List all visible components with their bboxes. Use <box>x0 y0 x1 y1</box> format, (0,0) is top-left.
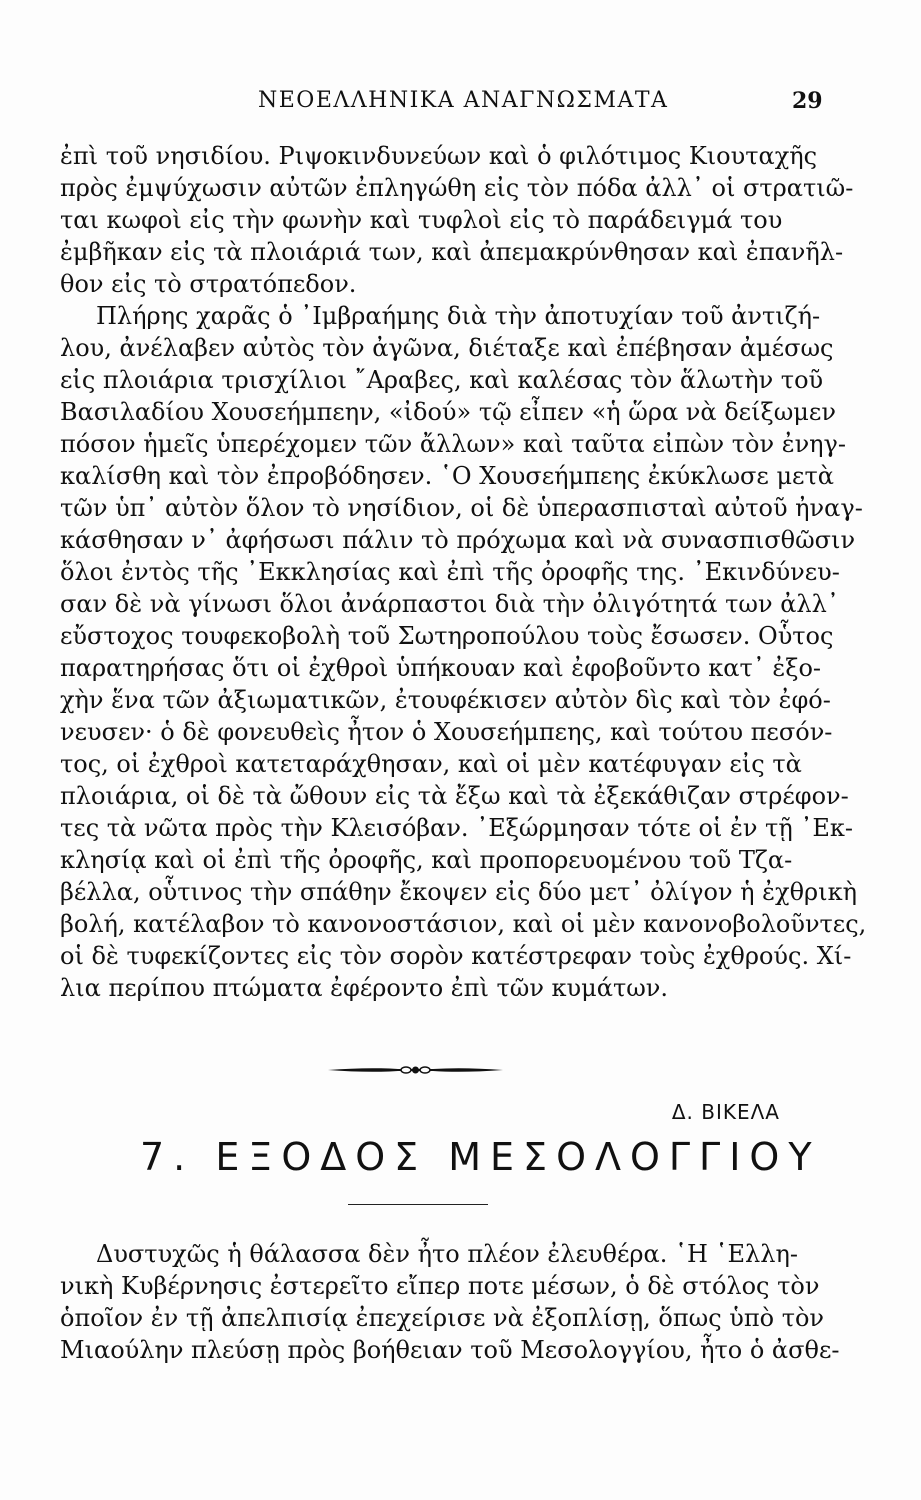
text-line: νευσεν· ὁ δὲ φονευθεὶς ἦτον ὁ Χουσεήμπεης, καὶ τούτου πεσόν- <box>60 718 833 746</box>
text-line: βέλλα, οὗτινος τὴν σπάθην ἔκοψεν εἰς δύο μετ᾽ ὀλίγον ἡ ἐχθρικὴ <box>60 878 857 906</box>
text-line: τος, οἱ ἐχθροὶ κατεταράχθησαν, καὶ οἱ μὲν κατέφυγαν εἰς τὰ <box>60 750 802 778</box>
author-signature: Δ. ΒΙΚΕΛΑ <box>671 1100 780 1124</box>
text-line: θον εἰς τὸ στρατόπεδον. <box>60 270 357 298</box>
text-line: πλοιάρια, οἱ δὲ τὰ ὤθουν εἰς τὰ ἔξω καὶ τὰ ἐξεκάθιζαν στρέφον- <box>60 782 849 810</box>
text-line: ἐμβῆκαν εἰς τὰ πλοιάριά των, καὶ ἀπεμακρύνθησαν καὶ ἐπανῆλ- <box>60 238 844 266</box>
text-line: ται κωφοὶ εἰς τὴν φωνὴν καὶ τυφλοὶ εἰς τὸ παράδειγμά του <box>60 206 783 234</box>
text-line: λου, ἀνέλαβεν αὐτὸς τὸν ἀγῶνα, διέταξε καὶ ἐπέβησαν ἀμέσως <box>60 334 834 362</box>
text-line: κάσθησαν ν᾽ ἀφήσωσι πάλιν τὸ πρόχωμα καὶ νὰ συνασπισθῶσιν <box>60 526 856 554</box>
text-line: πρὸς ἐμψύχωσιν αὐτῶν ἐπληγώθη εἰς τὸν πόδα ἀλλ᾽ οἱ στρατιῶ- <box>60 174 854 202</box>
page-number: 29 <box>792 88 823 114</box>
chapter-text-section <box>60 1238 840 1366</box>
page-header <box>0 88 921 118</box>
paragraph-start-line: Πλήρης χαρᾶς ὁ ᾿Ιμβραήμης διὰ τὴν ἀποτυχίαν τοῦ ἀντιζή- <box>96 302 821 330</box>
paragraph-start-line: Δυστυχῶς ἡ θάλασσα δὲν ἦτο πλέον ἐλευθέρα. ῾Η ῾Ελλη- <box>96 1240 798 1268</box>
chapter-title: 7. ΕΞΟΔΟΣ ΜΕΣΟΛΟΓΓΙΟΥ <box>140 1135 821 1179</box>
text-line: οἱ δὲ τυφεκίζοντες εἰς τὸν σορὸν κατέστρεφαν τοὺς ἐχθρούς. Χί- <box>60 942 852 970</box>
text-line: εἰς πλοιάρια τρισχίλιοι ῎Αραβες, καὶ καλέσας τὸν ἅλωτὴν τοῦ <box>60 366 824 394</box>
text-line: Μιαούλην πλεύσῃ πρὸς βοήθειαν τοῦ Μεσολογγίου, ἦτο ὁ ἀσθε- <box>60 1336 840 1364</box>
text-line: κλησίᾳ καὶ οἱ ἐπὶ τῆς ὀροφῆς, καὶ προπορευομένου τοῦ Τζα- <box>60 846 793 874</box>
text-line: ὅλοι ἐντὸς τῆς ᾿Εκκλησίας καὶ ἐπὶ τῆς ὀροφῆς της. ᾿Εκινδύνευ- <box>60 558 840 586</box>
title-rule <box>348 1204 488 1205</box>
ornament-divider <box>328 1060 503 1080</box>
text-line: παρατηρήσας ὅτι οἱ ἐχθροὶ ὑπήκουαν καὶ ἐφοβοῦντο κατ᾽ ἐξο- <box>60 654 822 682</box>
text-line: πόσον ἡμεῖς ὑπερέχομεν τῶν ἄλλων» καὶ ταῦτα εἰπὼν τὸν ἐνηγ- <box>60 430 846 458</box>
text-line: βολή, κατέλαβον τὸ κανονοστάσιον, καὶ οἱ μὲν κανονοβολοῦντες, <box>60 910 867 938</box>
text-line: τες τὰ νῶτα πρὸς τὴν Κλεισόβαν. ᾿Εξώρμησαν τότε οἱ ἐν τῇ ᾿Εκ- <box>60 814 853 842</box>
text-line: ἐπὶ τοῦ νησιδίου. Ριψοκινδυνεύων καὶ ὁ φιλότιμος Κιουταχῆς <box>60 142 818 170</box>
text-line: ὁποῖον ἐν τῇ ἀπελπισίᾳ ἐπεχείρισε νὰ ἐξοπλίσῃ, ὅπως ὑπὸ τὸν <box>60 1304 825 1332</box>
text-line: καλίσθη καὶ τὸν ἐπροβόδησεν. ῾Ο Χουσεήμπεης ἐκύκλωσε μετὰ <box>60 462 834 490</box>
text-line: τῶν ὑπ᾽ αὐτὸν ὅλον τὸ νησίδιον, οἱ δὲ ὑπερασπισταὶ αὐτοῦ ἠναγ- <box>60 494 863 522</box>
main-text-section <box>60 140 867 1004</box>
text-line: Βασιλαδίου Χουσεήμπεην, «ἰδού» τῷ εἶπεν «ἡ ὥρα νὰ δείξωμεν <box>60 398 836 426</box>
text-line: χὴν ἕνα τῶν ἀξιωματικῶν, ἐτουφέκισεν αὐτὸν δὶς καὶ τὸν ἐφό- <box>60 686 831 714</box>
text-line: λια περίπου πτώματα ἐφέροντο ἐπὶ τῶν κυμάτων. <box>60 974 669 1002</box>
running-title: ΝΕΟΕΛΛΗΝΙΚΑ ΑΝΑΓΝΩΣΜΑΤΑ <box>258 88 669 113</box>
text-line: εὔστοχος τουφεκοβολὴ τοῦ Σωτηροπούλου τοὺς ἔσωσεν. Οὗτος <box>60 622 834 650</box>
text-line: σαν δὲ νὰ γίνωσι ὅλοι ἀνάρπαστοι διὰ τὴν ὀλιγότητά των ἀλλ᾽ <box>60 590 839 618</box>
text-line: νικὴ Κυβέρνησις ἐστερεῖτο εἴπερ ποτε μέσων, ὁ δὲ στόλος τὸν <box>60 1272 820 1300</box>
